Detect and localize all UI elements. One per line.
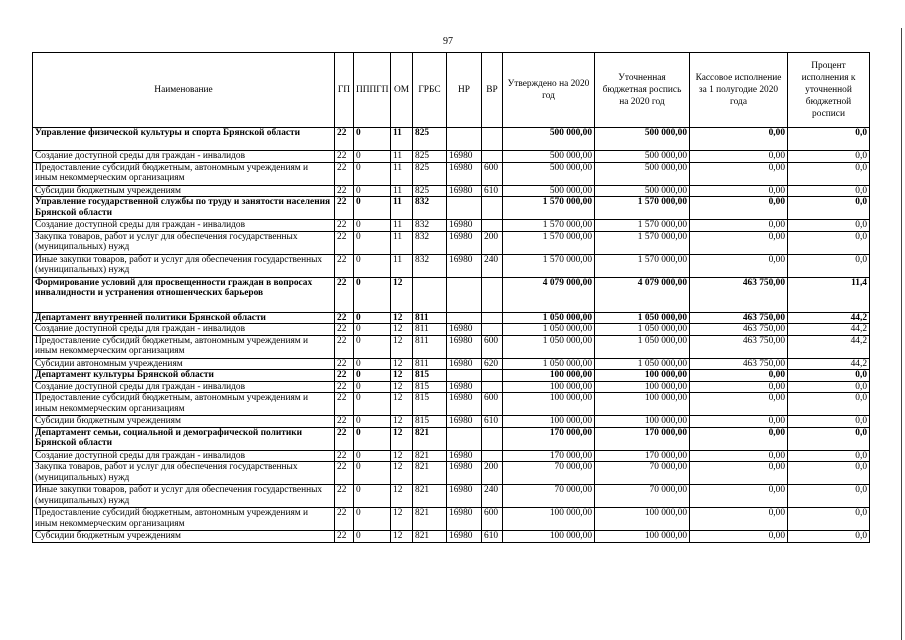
cell-approved: 1 050 000,00 [503,358,595,370]
cell-ppgp: 0 [354,370,391,382]
cell-ppgp: 0 [354,381,391,393]
cell-vr [482,312,503,324]
cell-percent: 0,0 [788,162,870,185]
cell-name: Субсидии бюджетным учреждениям [33,531,335,543]
cell-om: 12 [391,312,413,324]
cell-approved: 70 000,00 [503,485,595,508]
cell-gp: 22 [335,197,354,220]
cell-gp: 22 [335,381,354,393]
cell-om: 11 [391,151,413,163]
cell-vr: 600 [482,162,503,185]
cell-refined: 1 050 000,00 [595,335,690,358]
cell-vr [482,151,503,163]
cell-ppgp: 0 [354,358,391,370]
cell-approved: 1 050 000,00 [503,335,595,358]
cell-np: 16980 [447,531,482,543]
cell-name: Департамент семьи, социальной и демографической политики Брянской области [33,427,335,450]
cell-grbs: 811 [413,335,447,358]
cell-percent: 0,0 [788,531,870,543]
cell-vr: 240 [482,485,503,508]
cell-om: 12 [391,531,413,543]
cell-vr [482,450,503,462]
cell-om: 11 [391,231,413,254]
table-row [33,312,870,324]
cell-approved: 1 050 000,00 [503,312,595,324]
cell-grbs: 832 [413,197,447,220]
cell-np: 16980 [447,450,482,462]
cell-grbs: 815 [413,381,447,393]
cell-grbs: 825 [413,185,447,197]
cell-refined: 500 000,00 [595,151,690,163]
cell-np: 16980 [447,381,482,393]
cell-om: 12 [391,393,413,416]
cell-grbs: 832 [413,220,447,232]
table-row [33,416,870,428]
cell-cash: 0,00 [690,427,788,450]
cell-vr: 600 [482,508,503,531]
cell-gp: 22 [335,508,354,531]
cell-gp: 22 [335,393,354,416]
cell-approved: 100 000,00 [503,531,595,543]
cell-name: Формирование условий для просвещенности граждан в вопросах инвалидности и устранения отношенческих барьеров [33,277,335,312]
cell-percent: 44,2 [788,335,870,358]
cell-gp: 22 [335,254,354,277]
cell-np: 16980 [447,324,482,336]
cell-grbs: 825 [413,128,447,151]
cell-vr: 600 [482,335,503,358]
cell-np [447,370,482,382]
cell-ppgp: 0 [354,531,391,543]
cell-ppgp: 0 [354,324,391,336]
cell-ppgp: 0 [354,335,391,358]
cell-cash: 463 750,00 [690,277,788,312]
cell-name: Создание доступной среды для граждан - инвалидов [33,381,335,393]
table-row [33,427,870,450]
cell-np [447,312,482,324]
cell-vr: 200 [482,231,503,254]
cell-om: 12 [391,416,413,428]
table-row [33,128,870,151]
cell-name: Предоставление субсидий бюджетным, автономным учреждениям и иным некоммерческим организациям [33,335,335,358]
cell-refined: 100 000,00 [595,381,690,393]
cell-cash: 0,00 [690,381,788,393]
header-approved: Утверждено на 2020 год [503,53,595,128]
cell-refined: 500 000,00 [595,128,690,151]
cell-np: 16980 [447,162,482,185]
cell-grbs: 815 [413,393,447,416]
cell-approved: 170 000,00 [503,450,595,462]
cell-refined: 70 000,00 [595,462,690,485]
cell-approved: 500 000,00 [503,185,595,197]
cell-ppgp: 0 [354,508,391,531]
cell-grbs: 821 [413,427,447,450]
cell-name: Создание доступной среды для граждан - инвалидов [33,151,335,163]
cell-np: 16980 [447,231,482,254]
cell-approved: 100 000,00 [503,381,595,393]
cell-percent: 0,0 [788,231,870,254]
table-row [33,531,870,543]
cell-grbs [413,277,447,312]
cell-grbs: 832 [413,231,447,254]
cell-np: 16980 [447,485,482,508]
cell-ppgp: 0 [354,312,391,324]
cell-name: Управление государственной службы по труду и занятости населения Брянской области [33,197,335,220]
cell-om: 12 [391,277,413,312]
cell-ppgp: 0 [354,162,391,185]
table-row [33,324,870,336]
cell-refined: 500 000,00 [595,162,690,185]
header-np: НР [447,53,482,128]
cell-ppgp: 0 [354,277,391,312]
table-row [33,485,870,508]
cell-om: 12 [391,358,413,370]
cell-cash: 0,00 [690,462,788,485]
cell-gp: 22 [335,416,354,428]
cell-np: 16980 [447,508,482,531]
cell-cash: 0,00 [690,370,788,382]
cell-cash: 0,00 [690,485,788,508]
cell-percent: 0,0 [788,185,870,197]
header-gp: ГП [335,53,354,128]
cell-percent: 0,0 [788,427,870,450]
cell-refined: 100 000,00 [595,393,690,416]
cell-ppgp: 0 [354,151,391,163]
cell-cash: 0,00 [690,508,788,531]
cell-cash: 463 750,00 [690,358,788,370]
cell-percent: 0,0 [788,370,870,382]
cell-approved: 100 000,00 [503,370,595,382]
table-body [33,128,870,543]
cell-vr: 600 [482,393,503,416]
cell-refined: 100 000,00 [595,370,690,382]
cell-cash: 0,00 [690,531,788,543]
cell-refined: 100 000,00 [595,416,690,428]
cell-percent: 0,0 [788,220,870,232]
cell-vr [482,220,503,232]
cell-gp: 22 [335,324,354,336]
cell-grbs: 811 [413,358,447,370]
cell-refined: 1 570 000,00 [595,197,690,220]
cell-np [447,197,482,220]
cell-gp: 22 [335,335,354,358]
cell-cash: 0,00 [690,450,788,462]
header-refined: Уточненная бюджетная роспись на 2020 год [595,53,690,128]
cell-om: 12 [391,485,413,508]
cell-np [447,427,482,450]
cell-np: 16980 [447,185,482,197]
scan-edge-line [901,28,902,640]
cell-vr [482,277,503,312]
cell-grbs: 832 [413,254,447,277]
cell-percent: 0,0 [788,254,870,277]
cell-cash: 463 750,00 [690,324,788,336]
cell-grbs: 815 [413,416,447,428]
cell-percent: 44,2 [788,358,870,370]
cell-approved: 100 000,00 [503,393,595,416]
cell-refined: 1 050 000,00 [595,358,690,370]
cell-cash: 0,00 [690,231,788,254]
cell-refined: 1 050 000,00 [595,324,690,336]
table-row [33,151,870,163]
cell-percent: 44,2 [788,312,870,324]
cell-approved: 500 000,00 [503,128,595,151]
header-grbs: ГРБС [413,53,447,128]
table-header-row [33,53,870,128]
cell-percent: 0,0 [788,197,870,220]
cell-refined: 1 570 000,00 [595,254,690,277]
cell-approved: 500 000,00 [503,151,595,163]
cell-cash: 0,00 [690,197,788,220]
cell-refined: 4 079 000,00 [595,277,690,312]
cell-om: 12 [391,370,413,382]
cell-name: Предоставление субсидий бюджетным, автономным учреждениям и иным некоммерческим организациям [33,393,335,416]
table-row [33,381,870,393]
cell-percent: 0,0 [788,485,870,508]
table-row [33,450,870,462]
cell-gp: 22 [335,485,354,508]
cell-name: Предоставление субсидий бюджетным, автономным учреждениям и иным некоммерческим организациям [33,508,335,531]
cell-approved: 1 570 000,00 [503,231,595,254]
cell-np: 16980 [447,220,482,232]
cell-vr [482,381,503,393]
cell-cash: 0,00 [690,162,788,185]
cell-cash: 0,00 [690,393,788,416]
cell-refined: 100 000,00 [595,508,690,531]
cell-gp: 22 [335,185,354,197]
cell-refined: 170 000,00 [595,450,690,462]
cell-name: Предоставление субсидий бюджетным, автономным учреждениям и иным некоммерческим организациям [33,162,335,185]
table-row [33,508,870,531]
budget-table [32,52,870,543]
cell-gp: 22 [335,162,354,185]
table-row [33,462,870,485]
cell-gp: 22 [335,277,354,312]
cell-cash: 0,00 [690,416,788,428]
cell-approved: 500 000,00 [503,162,595,185]
cell-grbs: 821 [413,450,447,462]
cell-gp: 22 [335,312,354,324]
cell-vr [482,370,503,382]
cell-om: 11 [391,162,413,185]
cell-name: Закупка товаров, работ и услуг для обеспечения государственных (муниципальных) нужд [33,231,335,254]
cell-ppgp: 0 [354,185,391,197]
cell-vr: 610 [482,531,503,543]
table-row [33,185,870,197]
cell-gp: 22 [335,358,354,370]
cell-om: 12 [391,335,413,358]
cell-np [447,128,482,151]
cell-percent: 44,2 [788,324,870,336]
cell-om: 11 [391,254,413,277]
cell-gp: 22 [335,450,354,462]
cell-np [447,277,482,312]
cell-approved: 1 570 000,00 [503,220,595,232]
cell-gp: 22 [335,427,354,450]
table-row [33,162,870,185]
cell-percent: 0,0 [788,393,870,416]
cell-vr: 200 [482,462,503,485]
cell-name: Департамент внутренней политики Брянской области [33,312,335,324]
cell-vr: 240 [482,254,503,277]
cell-refined: 1 050 000,00 [595,312,690,324]
cell-refined: 1 570 000,00 [595,231,690,254]
cell-gp: 22 [335,370,354,382]
cell-np: 16980 [447,358,482,370]
cell-vr: 610 [482,185,503,197]
table-row [33,231,870,254]
cell-grbs: 825 [413,151,447,163]
cell-om: 11 [391,185,413,197]
cell-om: 12 [391,508,413,531]
cell-approved: 1 570 000,00 [503,197,595,220]
cell-approved: 170 000,00 [503,427,595,450]
cell-approved: 1 570 000,00 [503,254,595,277]
cell-ppgp: 0 [354,393,391,416]
cell-name: Департамент культуры Брянской области [33,370,335,382]
cell-grbs: 821 [413,485,447,508]
cell-name: Субсидии бюджетным учреждениям [33,185,335,197]
header-vr: ВР [482,53,503,128]
cell-gp: 22 [335,231,354,254]
table-row [33,197,870,220]
cell-np: 16980 [447,335,482,358]
cell-gp: 22 [335,462,354,485]
cell-percent: 0,0 [788,381,870,393]
cell-name: Субсидии бюджетным учреждениям [33,416,335,428]
cell-refined: 170 000,00 [595,427,690,450]
cell-cash: 0,00 [690,185,788,197]
header-name: Наименование [33,53,335,128]
cell-grbs: 811 [413,324,447,336]
cell-vr [482,427,503,450]
cell-percent: 0,0 [788,508,870,531]
table-row [33,220,870,232]
cell-percent: 0,0 [788,416,870,428]
cell-grbs: 821 [413,462,447,485]
cell-approved: 100 000,00 [503,508,595,531]
cell-np: 16980 [447,254,482,277]
cell-cash: 0,00 [690,254,788,277]
cell-approved: 4 079 000,00 [503,277,595,312]
table-row [33,335,870,358]
cell-refined: 70 000,00 [595,485,690,508]
cell-refined: 1 570 000,00 [595,220,690,232]
cell-name: Иные закупки товаров, работ и услуг для обеспечения государственных (муниципальных) нужд [33,485,335,508]
table-row [33,393,870,416]
cell-name: Создание доступной среды для граждан - инвалидов [33,220,335,232]
cell-grbs: 821 [413,508,447,531]
cell-grbs: 811 [413,312,447,324]
cell-vr: 620 [482,358,503,370]
cell-vr [482,128,503,151]
cell-percent: 0,0 [788,462,870,485]
cell-om: 11 [391,128,413,151]
cell-approved: 70 000,00 [503,462,595,485]
cell-om: 11 [391,197,413,220]
cell-name: Иные закупки товаров, работ и услуг для обеспечения государственных (муниципальных) нужд [33,254,335,277]
cell-np: 16980 [447,416,482,428]
cell-vr: 610 [482,416,503,428]
cell-ppgp: 0 [354,427,391,450]
cell-vr [482,197,503,220]
cell-om: 12 [391,462,413,485]
cell-ppgp: 0 [354,416,391,428]
cell-grbs: 815 [413,370,447,382]
cell-ppgp: 0 [354,197,391,220]
header-om: ОМ [391,53,413,128]
cell-cash: 463 750,00 [690,312,788,324]
cell-np: 16980 [447,462,482,485]
cell-om: 12 [391,450,413,462]
cell-cash: 0,00 [690,151,788,163]
cell-name: Субсидии автономным учреждениям [33,358,335,370]
cell-cash: 463 750,00 [690,335,788,358]
header-cash: Кассовое исполнение за 1 полугодие 2020 года [690,53,788,128]
cell-ppgp: 0 [354,462,391,485]
cell-vr [482,324,503,336]
cell-gp: 22 [335,220,354,232]
cell-ppgp: 0 [354,485,391,508]
cell-percent: 0,0 [788,128,870,151]
cell-refined: 100 000,00 [595,531,690,543]
cell-name: Создание доступной среды для граждан - инвалидов [33,450,335,462]
table-row [33,277,870,312]
table-row [33,358,870,370]
cell-om: 12 [391,324,413,336]
page-number: 97 [443,36,453,47]
cell-percent: 0,0 [788,151,870,163]
table-row [33,254,870,277]
cell-gp: 22 [335,151,354,163]
cell-om: 12 [391,381,413,393]
cell-cash: 0,00 [690,128,788,151]
cell-om: 12 [391,427,413,450]
header-percent: Процент исполнения к уточненной бюджетной росписи [788,53,870,128]
cell-ppgp: 0 [354,220,391,232]
cell-om: 11 [391,220,413,232]
table-row [33,370,870,382]
cell-ppgp: 0 [354,254,391,277]
cell-ppgp: 0 [354,231,391,254]
cell-ppgp: 0 [354,450,391,462]
cell-ppgp: 0 [354,128,391,151]
cell-approved: 100 000,00 [503,416,595,428]
cell-approved: 1 050 000,00 [503,324,595,336]
header-ppgp: ПППГП [354,53,391,128]
cell-percent: 0,0 [788,450,870,462]
cell-gp: 22 [335,128,354,151]
cell-cash: 0,00 [690,220,788,232]
cell-np: 16980 [447,151,482,163]
cell-grbs: 821 [413,531,447,543]
cell-name: Создание доступной среды для граждан - инвалидов [33,324,335,336]
cell-name: Закупка товаров, работ и услуг для обеспечения государственных (муниципальных) нужд [33,462,335,485]
cell-np: 16980 [447,393,482,416]
cell-refined: 500 000,00 [595,185,690,197]
cell-grbs: 825 [413,162,447,185]
cell-gp: 22 [335,531,354,543]
cell-percent: 11,4 [788,277,870,312]
cell-name: Управление физической культуры и спорта Брянской области [33,128,335,151]
